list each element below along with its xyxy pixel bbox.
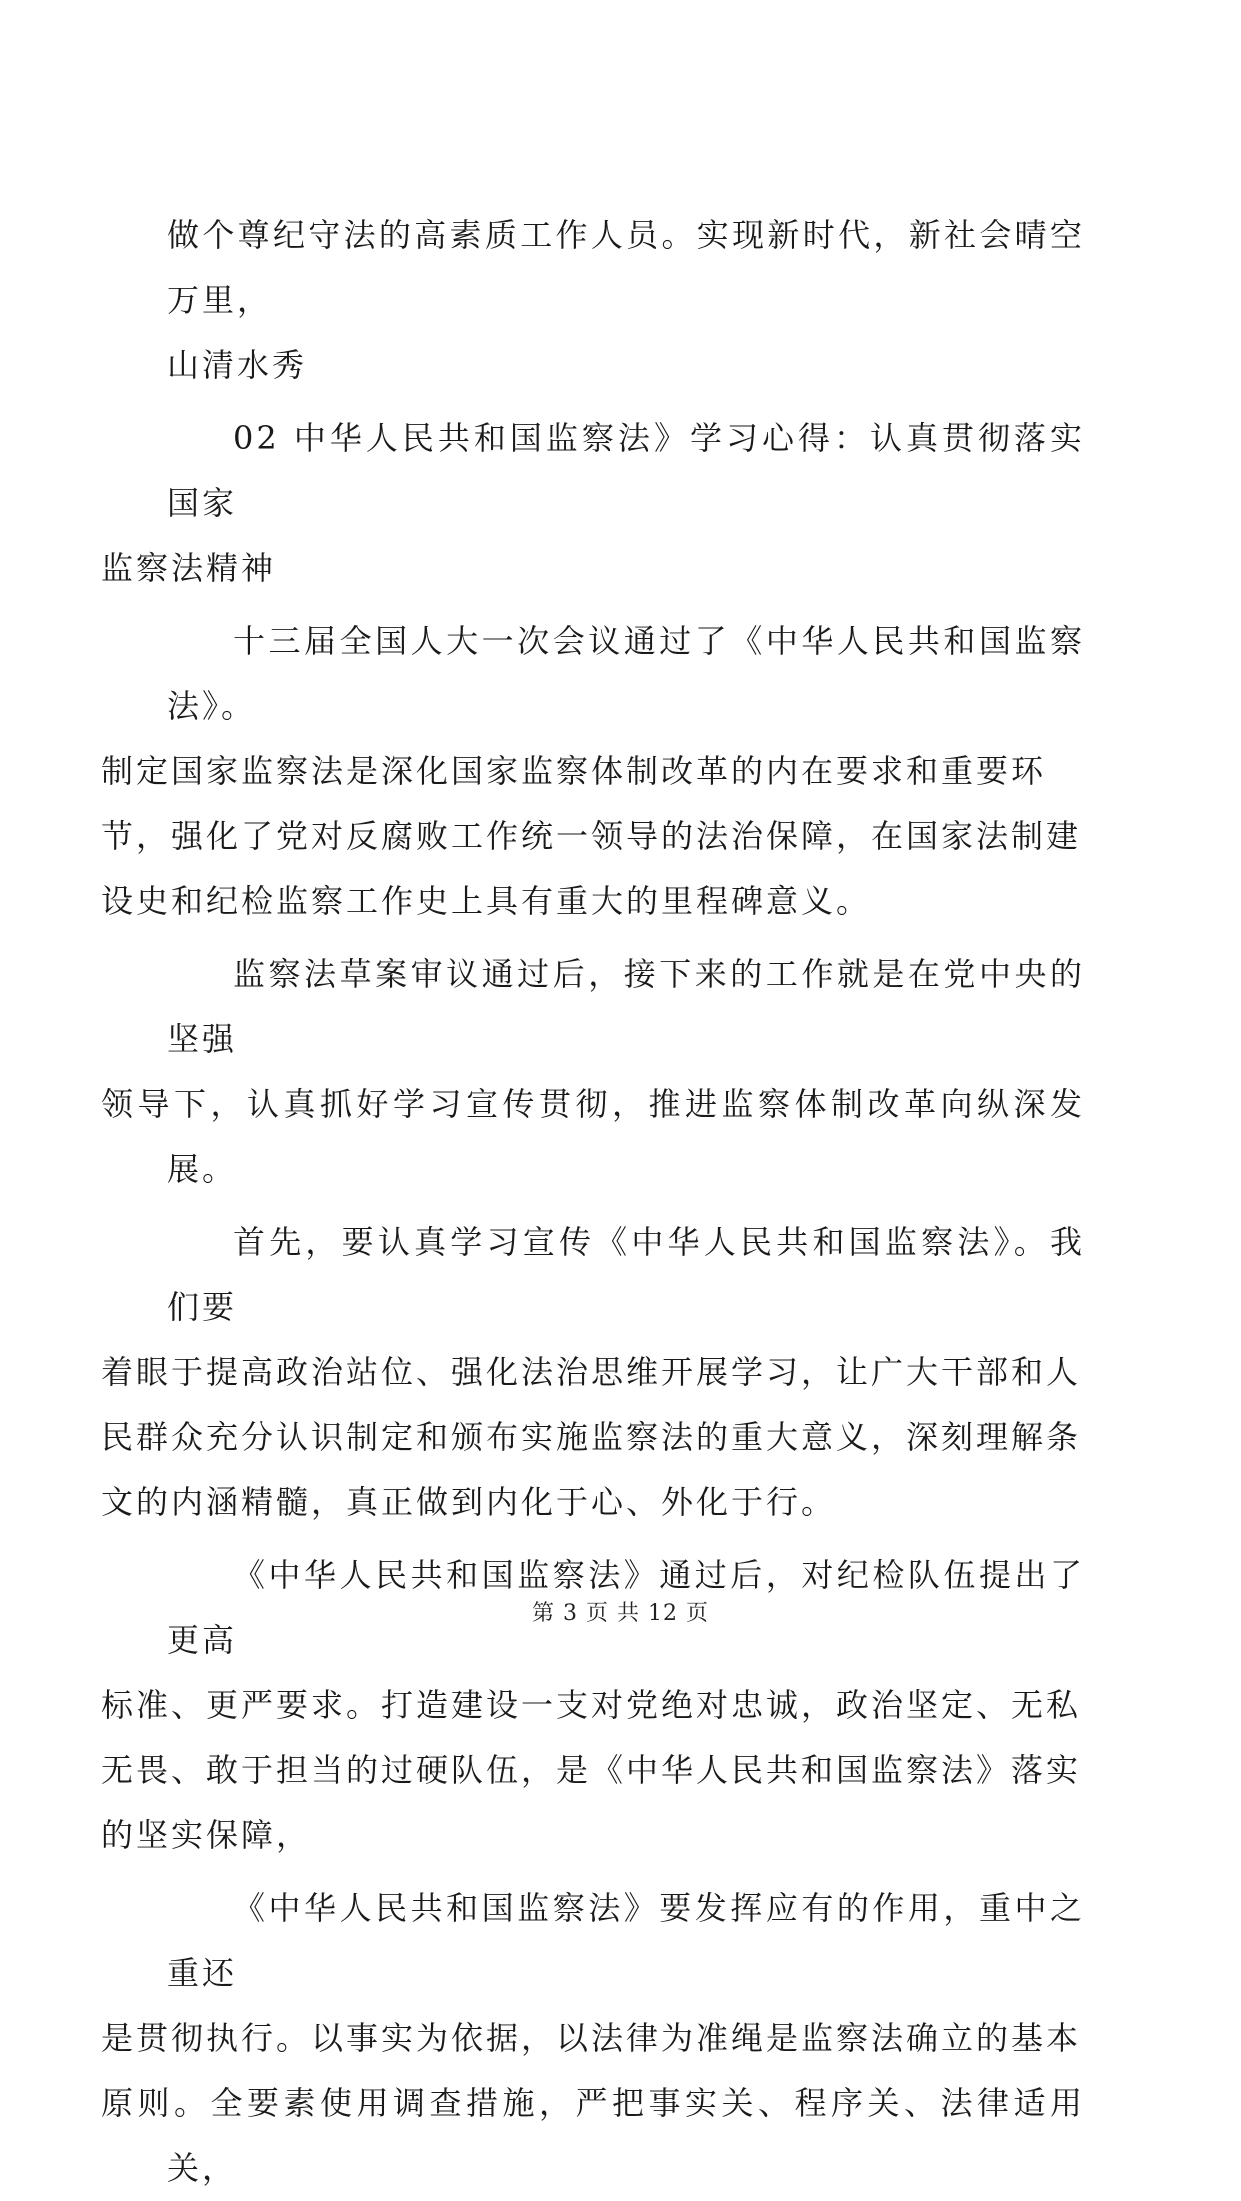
text-line: 《中华人民共和国监察法》要发挥应有的作用，重中之重还 [167, 1889, 1085, 1992]
text-line: 十三届全国人大一次会议通过了《中华人民共和国监察法》。 [167, 622, 1085, 725]
text-line: 着眼于提高政治站位、强化法治思维开展学习，让广大干部和人 [101, 1353, 1082, 1391]
text-line: 首先，要认真学习宣传《中华人民共和国监察法》。我们要 [167, 1223, 1085, 1326]
paragraph-law-adoption [101, 609, 1085, 934]
document-body [101, 203, 1085, 2201]
text-line: 文的内涵精髓，真正做到内化于心、外化于行。 [101, 1483, 837, 1521]
paragraph-intro-closing [167, 203, 1085, 398]
section-heading [101, 406, 1085, 601]
text-line: 节，强化了党对反腐败工作统一领导的法治保障，在国家法制建 [101, 817, 1082, 855]
text-line: 的坚实保障， [101, 1816, 312, 1854]
text-line: 是贯彻执行。以事实为依据，以法律为准绳是监察法确立的基本 [101, 2019, 1082, 2057]
text-line: 制定国家监察法是深化国家监察体制改革的内在要求和重要环 [101, 752, 1047, 790]
paragraph-team-building [101, 1543, 1085, 1868]
text-line: 山清水秀 [167, 346, 308, 384]
text-line: 《中华人民共和国监察法》通过后，对纪检队伍提出了更高 [167, 1556, 1085, 1659]
text-line: 标准、更严要求。打造建设一支对党绝对忠诚，政治坚定、无私 [101, 1686, 1082, 1724]
page-number-footer: 第 3 页 共 12 页 [532, 1601, 709, 1626]
text-line: 02 中华人民共和国监察法》学习心得：认真贯彻落实国家 [167, 419, 1085, 522]
text-line: 做个尊纪守法的高素质工作人员。实现新时代，新社会晴空万里， [167, 216, 1085, 319]
text-line: 民群众充分认识制定和颁布实施监察法的重大意义，深刻理解条 [101, 1418, 1082, 1456]
text-line: 领导下，认真抓好学习宣传贯彻，推进监察体制改革向纵深发展。 [101, 1085, 1085, 1188]
text-line: 无畏、敢于担当的过硬队伍，是《中华人民共和国监察法》落实 [101, 1751, 1082, 1789]
text-line: 监察法草案审议通过后，接下来的工作就是在党中央的坚强 [167, 955, 1085, 1058]
text-line: 监察法精神 [101, 549, 277, 587]
paragraph-next-steps [101, 942, 1085, 1202]
paragraph-enforcement [101, 1876, 1085, 2201]
text-line: 设史和纪检监察工作史上具有重大的里程碑意义。 [101, 882, 872, 920]
paragraph-study-promotion [101, 1210, 1085, 1535]
text-line: 原则。全要素使用调查措施，严把事实关、程序关、法律适用关， [101, 2084, 1085, 2187]
